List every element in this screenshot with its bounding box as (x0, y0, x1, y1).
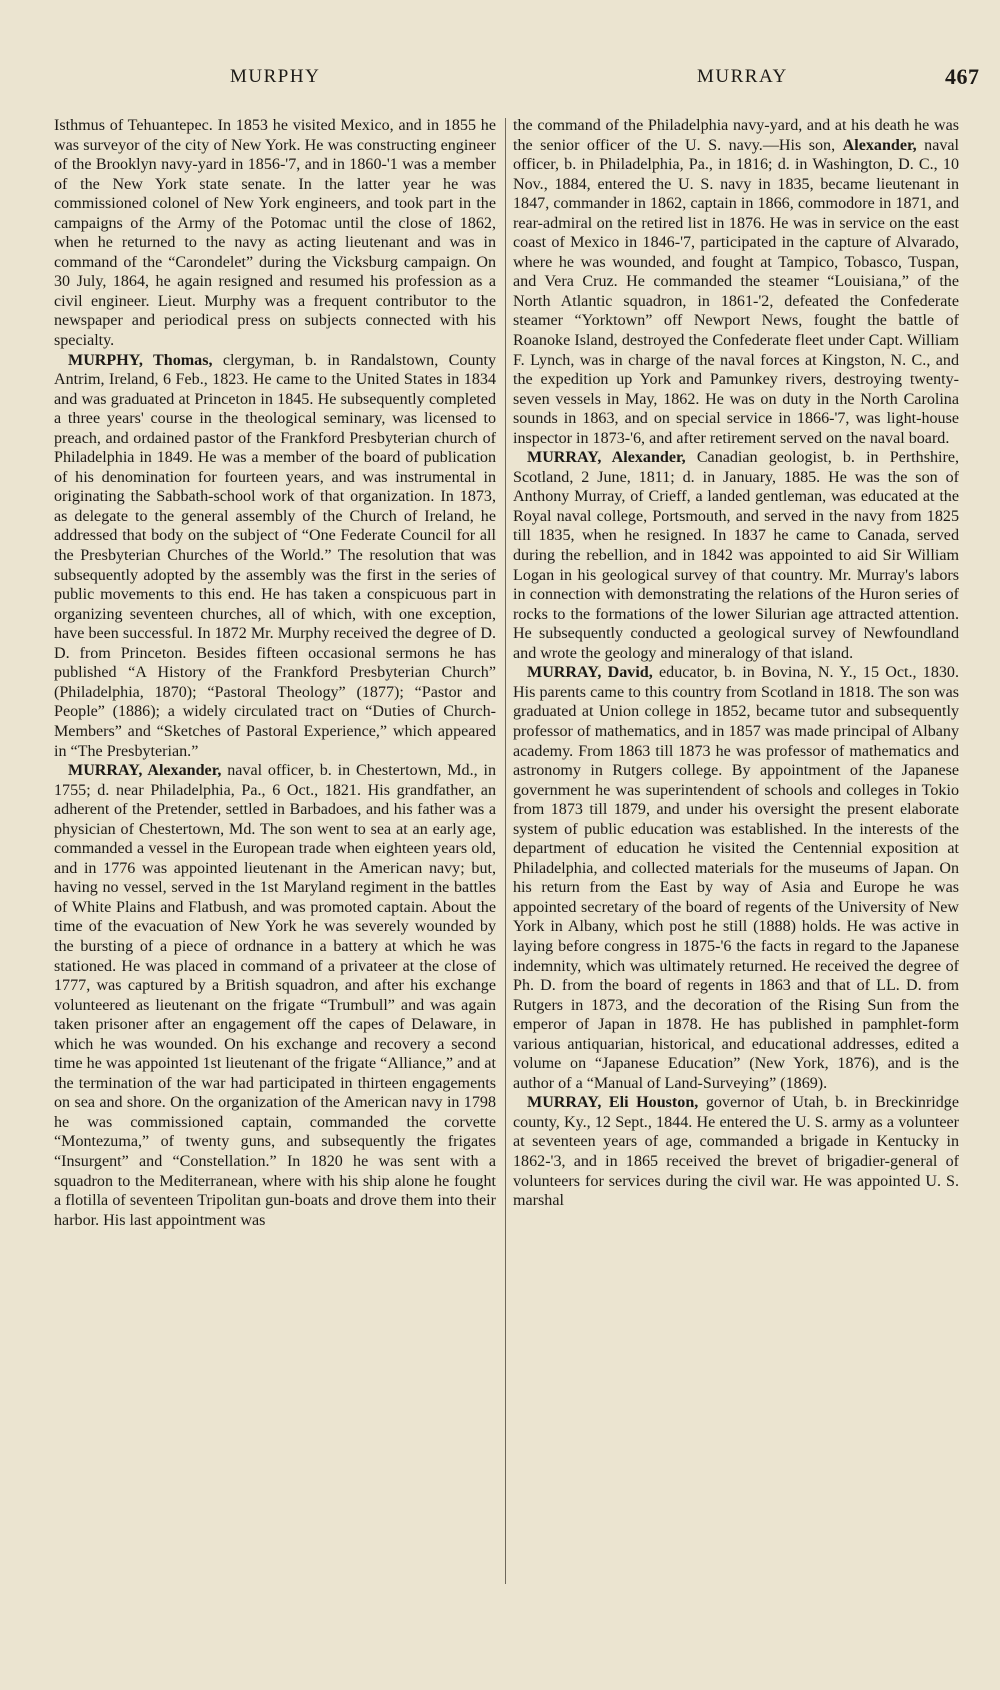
entry-headword: MURRAY, Eli Houston, (527, 1094, 699, 1112)
entry-murray-alexander-naval (54, 761, 496, 1230)
entry-murray-eli-houston (513, 1093, 959, 1210)
continued-text: the command of the Philadelphia navy-yard, and at his death he was the senior officer of the U. S. navy.—His son, (513, 117, 959, 154)
right-column (513, 116, 959, 1664)
left-column (54, 116, 496, 1664)
entry-murray-david (513, 663, 959, 1093)
entry-headword: MURRAY, David, (527, 664, 653, 682)
entry-murphy-thomas (54, 351, 496, 761)
son-headword: Alexander, (842, 136, 917, 154)
page-number: 467 (945, 64, 980, 89)
entry-text: governor of Utah, b. in Breckinridge county, Ky., 12 Sept., 1844. He entered the U. S. army as a volunteer at seventeen years of age, commanded a brigade in Kentucky in 1862-'3, and in 1865 received the brevet of brigadier-general of volunteers for services during the civil war. He was appointed U. S. marshal (513, 1094, 959, 1210)
entry-text: naval officer, b. in Chestertown, Md., in 1755; d. near Philadelphia, Pa., 6 Oct., 1821. His grandfather, an adherent of the Pretender, settled in Barbadoes, and his father was a physician of Chestertown, Md. The son went to sea at an early age, commanded a vessel in the European trade when eighteen years old, and in 1776 was appointed lieutenant in the American navy; but, having no vessel, served in the 1st Maryland regiment in the battles of White Plains and Flatbush, and was promoted captain. About the time of the evacuation of New York he was severely wounded by the bursting of a piece of ordnance in a battery at which he was stationed. He was placed in command of a privateer at the close of 1777, was captured by a British squadron, and after his exchange volunteered as lieutenant on the frigate “Trumbull” and was again taken prisoner after an engagement off the capes of Delaware, in which he was wounded. On his exchange and recovery a second time he was appointed 1st lieutenant of the frigate “Alliance,” and at the termination of the war had participated in thirteen engagements on sea and shore. On the organization of the American navy in 1798 he was commissioned captain, commanded the corvette “Montezuma,” of twenty guns, and subsequently the frigates “Insurgent” and “Constellation.” In 1820 he was sent with a squadron to the Mediterranean, where with his ship alone he fought a flotilla of seventeen Tripolitan gun-boats and drove them into their harbor. His last appointment was (54, 762, 496, 1229)
entry-text: Canadian geologist, b. in Perthshire, Scotland, 2 June, 1811; d. in January, 1885. He was the son of Anthony Murray, of Crieff, a landed gentleman, was educated at the Royal naval college, Portsmouth, and served in the navy from 1825 till 1835, when he resigned. In 1837 he came to Canada, served during the rebellion, and in 1842 was appointed to aid Sir William Logan in his geological survey of that country. Mr. Murray's labors in connection with demonstrating the relations of the Huron series of rocks to the formations of the lower Silurian age attracted attention. He subsequently conducted a geological survey of Newfoundland and wrote the geology and mineralogy of that island. (513, 449, 959, 662)
entry-headword: MURRAY, Alexander, (68, 762, 222, 780)
entry-murray-alexander-geologist (513, 448, 959, 663)
continued-paragraph (513, 116, 959, 448)
entry-text: educator, b. in Bovina, N. Y., 15 Oct., 1830. His parents came to this country from Scotland in 1818. The son was graduated at Union college in 1852, became tutor and subsequently professor of mathematics, and in 1857 was made principal of Albany academy. From 1863 till 1873 he was professor of mathematics and astronomy in Rutgers college. By appointment of the Japanese government he was superintendent of schools and colleges in Tokio from 1873 till 1879, and under his oversight the present elaborate system of public education was established. In the interests of the department of education he visited the Centennial exposition at Philadelphia, and collected materials for the museums of Japan. On his return from the East by way of Asia and Europe he was appointed secretary of the board of regents of the University of New York in Albany, which post he still (1888) holds. He was active in laying before congress in 1875-'6 the facts in regard to the Japanese indemnity, which was ultimately returned. He received the degree of Ph. D. from the board of regents in 1863 and that of LL. D. from Rutgers in 1873, and the decoration of the Rising Sun from the emperor of Japan in 1878. He has published in pamphlet-form various antiquarian, historical, and educational addresses, edited a volume on “Japanese Education” (New York, 1876), and is the author of a “Manual of Land-Surveying” (1869). (513, 664, 959, 1092)
running-head-right: MURRAY (697, 66, 788, 87)
entry-headword: MURPHY, Thomas, (68, 351, 213, 369)
continued-paragraph: Isthmus of Tehuantepec. In 1853 he visited Mexico, and in 1855 he was surveyor of the city of New York. He was constructing engineer of the Brooklyn navy-yard in 1856-'7, and in 1860-'1 was a member of the New York state senate. In the latter year he was commissioned colonel of New York engineers, and took part in the campaigns of the Army of the Potomac until the close of 1862, when he returned to the navy as acting lieutenant and was in command of the “Carondelet” during the Vicksburg campaign. On 30 July, 1864, he again resigned and resumed his profession as a civil engineer. Lieut. Murphy was a frequent contributor to the newspaper and periodical press on subjects connected with his specialty. (54, 117, 496, 350)
running-head-left: MURPHY (230, 66, 321, 87)
column-divider (505, 118, 506, 1584)
entry-text: clergyman, b. in Randalstown, County Antrim, Ireland, 6 Feb., 1823. He came to the United States in 1834 and was graduated at Princeton in 1845. He subsequently completed a three years' course in the theological seminary, was licensed to preach, and ordained pastor of the Frankford Presbyterian church of Philadelphia in 1849. He was a member of the board of publication of his denomination for fourteen years, and was instrumental in originating the Sabbath-school work of that organization. In 1873, as delegate to the general assembly of the Church of Ireland, he addressed that body on the subject of “One Federate Council for all the Presbyterian Churches of the World.” The resolution that was subsequently adopted by the assembly was the first in the series of public movements to this end. He has taken a conspicuous part in organizing seventeen churches, all of which, with one exception, have been successful. In 1872 Mr. Murphy received the degree of D. D. from Princeton. Besides fifteen occasional sermons he has published “A History of the Frankford Presbyterian Church” (Philadelphia, 1870); “Pastoral Theology” (1877); “Pastor and People” (1886); a widely circulated tract on “Duties of Church-Members” and “Sketches of Pastoral Experience,” which appeared in “The Presbyterian.” (54, 351, 496, 760)
entry-headword: MURRAY, Alexander, (527, 449, 686, 467)
son-text: naval officer, b. in Philadelphia, Pa., in 1816; d. in Washington, D. C., 10 Nov., 1884, entered the U. S. navy in 1835, became lieutenant in 1847, commander in 1862, captain in 1866, commodore in 1871, and rear-admiral on the retired list in 1876. He was in service on the east coast of Mexico in 1846-'7, participated in the capture of Alvarado, where he was wounded, and fought at Tampico, Tobasco, Tuspan, and Vera Cruz. He commanded the steamer “Louisiana,” of the North Atlantic squadron, in 1861-'2, defeated the Confederate steamer “Yorktown” off Newport News, fought the battle of Roanoke Island, destroyed the Confederate fleet under Capt. William F. Lynch, was in charge of the naval forces at Kingston, N. C., and the expedition up York and Pamunkey rivers, destroying twenty-seven vessels in May, 1862. He was on duty in the North Carolina sounds in 1863, and on special service in 1866-'7, was light-house inspector in 1873-'6, and after retirement served on the naval board. (513, 136, 959, 447)
